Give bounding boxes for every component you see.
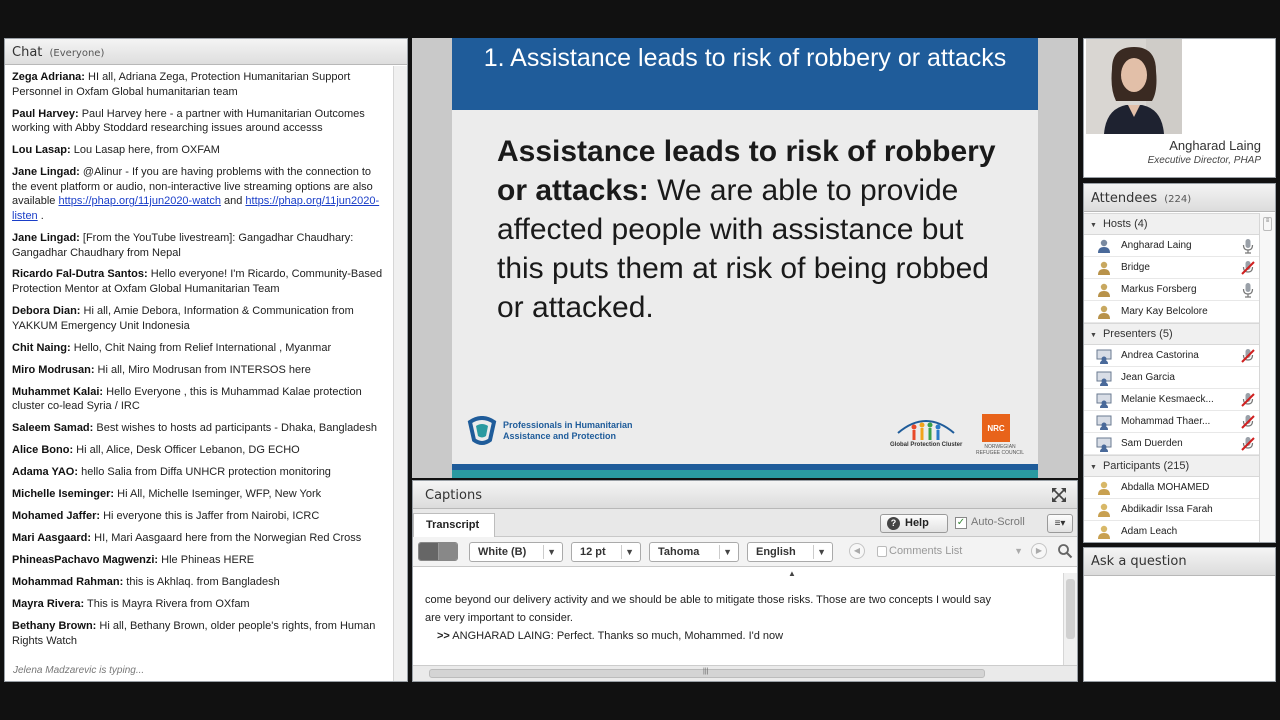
nrc-logo: NRC: [982, 414, 1010, 442]
chat-message: [12, 341, 385, 356]
message-author: Bethany Brown:: [12, 620, 97, 633]
slide-body-bold: Assistance leads to risk of robbery or attacks:: [497, 135, 996, 207]
presenter-role: Executive Director, PHAP: [1147, 155, 1261, 166]
autoscroll-toggle[interactable]: [955, 516, 1025, 529]
slide-title: 1. Assistance leads to risk of robbery or attacks: [452, 38, 1038, 110]
scroll-thumb[interactable]: [1066, 579, 1075, 639]
chat-message: [12, 107, 385, 136]
chat-message: [12, 553, 385, 568]
presenter-screen-icon: [1096, 414, 1112, 430]
participant-person-icon: [1096, 502, 1112, 518]
chevron-down-icon: ▼: [625, 547, 634, 557]
message-text: HI, Mari Aasgaard here from the Norwegian Red Cross: [91, 532, 362, 545]
view-toggle[interactable]: [418, 542, 458, 561]
options-menu-button[interactable]: ≡▾: [1047, 514, 1073, 533]
message-author: Ricardo Fal-Dutra Santos:: [12, 268, 148, 281]
font-value: Tahoma: [658, 546, 700, 558]
message-text: Hi all, Alice, Desk Officer Lebanon, DG ECHO: [73, 444, 300, 457]
attendee-row[interactable]: [1084, 389, 1260, 411]
slide: [452, 38, 1038, 478]
expand-icon[interactable]: [1051, 487, 1067, 503]
attendees-count: (224): [1164, 194, 1192, 205]
attendee-name: Mohammad Thaer...: [1121, 416, 1211, 427]
chat-message: [12, 267, 385, 296]
attendee-name: Melanie Kesmaeck...: [1121, 394, 1214, 405]
language-select[interactable]: [747, 542, 833, 562]
size-select[interactable]: [571, 542, 641, 562]
chat-message: [12, 509, 385, 524]
microphone-muted-icon[interactable]: [1240, 436, 1256, 452]
message-text: and: [220, 195, 246, 208]
message-author: Jane Lingad:: [12, 166, 80, 179]
attendee-row[interactable]: [1084, 521, 1260, 543]
microphone-muted-icon[interactable]: [1240, 414, 1256, 430]
chat-header: [5, 39, 407, 65]
participant-person-icon: [1096, 480, 1112, 496]
message-author: Saleem Samad:: [12, 422, 94, 435]
attendee-row[interactable]: [1084, 499, 1260, 521]
attendee-name: Angharad Laing: [1121, 240, 1192, 251]
comment-checkbox[interactable]: [877, 546, 887, 557]
view-split-icon[interactable]: [439, 543, 458, 560]
message-author: Lou Lasap:: [12, 144, 71, 157]
chat-title: Chat: [12, 45, 43, 60]
message-author: Alice Bono:: [12, 444, 74, 457]
nrc-sublabel: NORWEGIAN REFUGEE COUNCIL: [975, 444, 1025, 456]
scroll-thumb[interactable]: ≡: [1263, 217, 1272, 231]
attendee-row[interactable]: [1084, 345, 1260, 367]
captions-tabbar: [413, 509, 1077, 537]
attendee-row[interactable]: [1084, 367, 1260, 389]
speaker-marker: >>: [437, 630, 450, 642]
message-author: Debora Dian:: [12, 305, 81, 318]
microphone-icon[interactable]: [1240, 282, 1256, 298]
chat-message: [12, 465, 385, 480]
chevron-down-icon: ▼: [547, 547, 556, 557]
captions-title: Captions: [425, 488, 482, 503]
captions-toolbar: [413, 537, 1077, 567]
attendees-panel: [1083, 183, 1276, 543]
gpc-label: Global Protection Cluster: [890, 442, 963, 448]
phap-line1: Professionals in Humanitarian: [503, 420, 633, 430]
presenter-screen-icon: [1096, 392, 1112, 408]
message-author: Paul Harvey:: [12, 107, 79, 120]
collapse-triangle-icon: ▼: [1090, 222, 1097, 229]
message-text: Hi all, Amie Debora, Information & Communication from YAKKUM Emergency Unit Indonesia: [12, 305, 354, 332]
attendees-title: Attendees: [1091, 191, 1158, 206]
chat-message: [12, 143, 385, 158]
watch-link[interactable]: https://phap.org/11jun2020-watch: [58, 195, 221, 208]
typing-indicator: Jelena Madzarevic is typing...: [13, 665, 145, 676]
scroll-up-icon[interactable]: ▲: [788, 569, 796, 578]
microphone-muted-icon[interactable]: [1240, 348, 1256, 364]
transcript-line-text: ANGHARAD LAING: Perfect. Thanks so much, Mohammed. I'd now: [449, 630, 784, 642]
transcript-vertical-scrollbar[interactable]: [1063, 573, 1077, 665]
message-text: Hi All, Michelle Iseminger, WFP, New York: [114, 488, 322, 501]
attendee-list: [1084, 213, 1260, 542]
microphone-muted-icon[interactable]: [1240, 392, 1256, 408]
previous-comment-icon[interactable]: ◀: [849, 543, 865, 559]
presenter-screen-icon: [1096, 348, 1112, 364]
transcript-text: [413, 573, 1063, 665]
chevron-down-icon: ▼: [723, 547, 732, 557]
collapse-triangle-icon: ▼: [1090, 464, 1097, 471]
phap-logo: [466, 416, 633, 446]
message-author: Mari Aasgaard:: [12, 532, 92, 545]
attendee-row[interactable]: [1084, 257, 1260, 279]
transcript-horizontal-scrollbar[interactable]: [413, 665, 1077, 681]
message-text: Hle Phineas HERE: [158, 554, 255, 567]
help-icon: ?: [887, 517, 900, 530]
search-icon[interactable]: [1057, 543, 1073, 559]
presenter-name: Angharad Laing: [1169, 138, 1261, 153]
message-text: This is Mayra Rivera from OXfam: [84, 598, 250, 611]
message-author: Jane Lingad:: [12, 231, 80, 244]
message-text: @Alinur - If you are having problems with the connection to the event platform or audio, non-interactive live streaming options are also available: [12, 166, 373, 208]
message-author: Mohammad Rahman:: [12, 576, 124, 589]
chat-message: [12, 487, 385, 502]
message-text: Lou Lasap here, from OXFAM: [70, 144, 220, 157]
attendees-scrollbar[interactable]: [1259, 213, 1275, 542]
attendee-name: Adam Leach: [1121, 526, 1178, 537]
message-author: Mayra Rivera:: [12, 598, 85, 611]
message-text: Paul Harvey here - a partner with Humanitarian Outcomes working with Abby Stoddard researching issues around accesss: [12, 107, 365, 135]
chat-message: [12, 70, 385, 99]
chat-message: [12, 165, 385, 223]
host-person-icon: [1096, 260, 1112, 276]
presenter-video: [1086, 39, 1182, 134]
message-author: Chit Naing:: [12, 341, 71, 354]
participant-person-icon: [1096, 524, 1112, 540]
slide-body-text: We are able to provide affected people with assistance but this puts them at risk of being robbed or attacked.: [497, 174, 989, 324]
message-text: HI all, Adriana Zega, Protection Humanitarian Support Personnel in Oxfam Global humanitarian team: [12, 71, 351, 98]
message-text: [From the YouTube livestream]: Gangadhar Chaudhary: Gangadhar Chaudhary from Nepal: [12, 231, 354, 259]
message-author: Adama YAO:: [12, 466, 79, 479]
message-text: hello Salia from Diffa UNHCR protection monitoring: [78, 466, 331, 479]
presenter-screen-icon: [1096, 436, 1112, 452]
comments-list-select[interactable]: [875, 542, 1027, 562]
message-text: Hi all, Bethany Brown, older people's rights, from Human Rights Watch: [12, 620, 376, 647]
transcript-line: are very important to consider.: [425, 612, 573, 624]
checkmark-icon: ✓: [956, 517, 966, 528]
captions-header: [413, 481, 1077, 509]
transcript-line: [425, 627, 1051, 645]
section-presenters[interactable]: [1084, 323, 1260, 345]
listen-link[interactable]: https://phap.org/11jun2020-listen: [12, 195, 380, 222]
attendee-name: Andrea Castorina: [1121, 350, 1199, 361]
phap-line2: Assistance and Protection: [503, 431, 617, 441]
slide-footer-bar-teal: [452, 470, 1038, 478]
chat-scope[interactable]: (Everyone): [49, 48, 105, 59]
chat-message: [12, 385, 385, 414]
attendee-row[interactable]: [1084, 477, 1260, 499]
message-author: Michelle Iseminger:: [12, 488, 115, 501]
chat-message: [12, 531, 385, 546]
view-single-icon[interactable]: [419, 543, 439, 560]
presentation-area: [412, 38, 1078, 478]
attendee-row[interactable]: [1084, 433, 1260, 455]
size-value: 12 pt: [580, 546, 606, 558]
collapse-triangle-icon: ▼: [1090, 332, 1097, 339]
host-person-icon: [1096, 238, 1112, 254]
color-select[interactable]: [469, 542, 563, 562]
section-participants[interactable]: [1084, 455, 1260, 477]
section-hosts[interactable]: [1084, 213, 1260, 235]
message-author: Mohamed Jaffer:: [12, 510, 101, 523]
message-text: Hello everyone! I'm Ricardo, Community-Based Protection Mentor at Oxfam Global Humanitarian Team: [12, 268, 383, 296]
attendee-name: Markus Forsberg: [1121, 284, 1197, 295]
question-input[interactable]: [1084, 577, 1275, 681]
chat-message: [12, 363, 385, 378]
message-text: this is Akhlaq. from Bangladesh: [123, 576, 280, 589]
section-label: Presenters (5): [1102, 328, 1173, 340]
host-person-icon: [1096, 282, 1112, 298]
transcript-line: come beyond our delivery activity and we should be able to mitigate those risks. Those are two concepts I would say: [425, 594, 991, 606]
chat-message: [12, 619, 385, 648]
chevron-down-icon: ▼: [817, 547, 826, 557]
attendee-name: Bridge: [1121, 262, 1150, 273]
presenter-screen-icon: [1096, 370, 1112, 386]
chat-message: [12, 575, 385, 590]
chat-messages: [5, 66, 393, 681]
chat-message: [12, 597, 385, 612]
font-select[interactable]: [649, 542, 739, 562]
message-text: Hello, Chit Naing from Relief International , Myanmar: [70, 341, 332, 354]
attendee-name: Mary Kay Belcolore: [1121, 306, 1208, 317]
ask-question-panel: [1083, 547, 1276, 682]
help-label: Help: [905, 517, 929, 529]
attendee-name: Abdikadir Issa Farah: [1121, 504, 1213, 515]
message-author: Zega Adriana:: [12, 71, 85, 83]
section-label: Hosts (4): [1102, 218, 1148, 230]
message-text: Hi all, Miro Modrusan from INTERSOS here: [94, 363, 311, 376]
chevron-down-icon: ▼: [1014, 546, 1023, 556]
comments-list-label: Comments List: [889, 545, 963, 557]
help-button[interactable]: [880, 514, 948, 533]
message-text: Best wishes to hosts ad participants - Dhaka, Bangladesh: [93, 422, 378, 435]
message-text: Hello Everyone , this is Muhammad Kalae protection cluster co-lead Syria / IRC: [12, 385, 362, 413]
captions-panel: [412, 480, 1078, 682]
attendee-row[interactable]: [1084, 411, 1260, 433]
message-author: PhineasPachavo Magwenzi:: [12, 554, 159, 567]
chat-message: [12, 304, 385, 333]
attendee-name: Abdalla MOHAMED: [1121, 482, 1210, 493]
microphone-icon[interactable]: [1240, 238, 1256, 254]
presenter-video-panel: [1083, 38, 1276, 178]
attendee-name: Sam Duerden: [1121, 438, 1183, 449]
chat-message: [12, 421, 385, 436]
attendee-row[interactable]: [1084, 301, 1260, 323]
attendee-row[interactable]: [1084, 235, 1260, 257]
grip-icon: |||: [703, 668, 709, 675]
color-value: White (B): [478, 546, 527, 558]
message-author: Muhammet Kalai:: [12, 385, 104, 398]
microphone-muted-icon[interactable]: [1240, 260, 1256, 276]
ask-question-header: Ask a question: [1084, 548, 1275, 576]
attendee-name: Jean Garcia: [1121, 372, 1175, 383]
next-comment-icon[interactable]: ▶: [1031, 543, 1047, 559]
language-value: English: [756, 546, 796, 558]
section-label: Participants (215): [1102, 460, 1190, 472]
slide-body: [497, 132, 1017, 327]
autoscroll-label: Auto-Scroll: [971, 516, 1025, 528]
message-text: Hi everyone this is Jaffer from Nairobi, ICRC: [100, 510, 320, 523]
tab-transcript[interactable]: Transcript: [413, 513, 495, 537]
phap-emblem-icon: [466, 416, 498, 446]
chat-scrollbar[interactable]: [393, 66, 407, 681]
attendees-header: [1084, 184, 1275, 212]
message-text: .: [37, 209, 44, 222]
host-person-icon: [1096, 304, 1112, 320]
chat-message: [12, 231, 385, 260]
chat-panel: [4, 38, 408, 682]
chat-message: [12, 443, 385, 458]
attendee-row[interactable]: [1084, 279, 1260, 301]
message-author: Miro Modrusan:: [12, 363, 95, 376]
